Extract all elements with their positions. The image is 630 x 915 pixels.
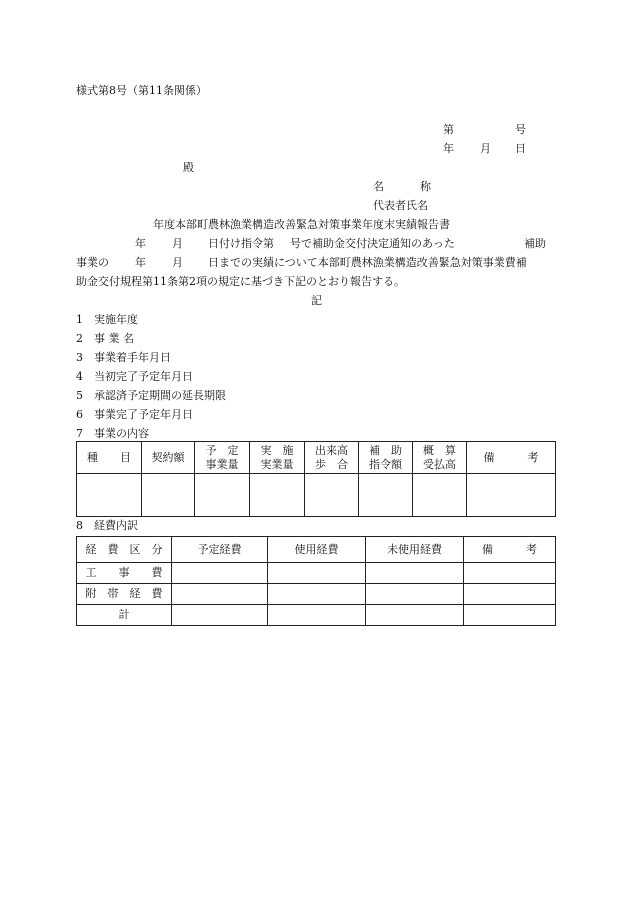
body-l1-month: 月: [172, 237, 183, 250]
date-day: 日: [515, 142, 526, 155]
section-8-heading: 8 経費内訳: [76, 519, 138, 532]
table-cell: [366, 563, 464, 584]
table-cell: [359, 474, 413, 517]
table-cell: [464, 584, 556, 605]
list-item: 3 事業着手年月日: [76, 351, 171, 364]
table-cell: [268, 584, 366, 605]
table-cell: [172, 605, 268, 626]
applicant-name-b: 称: [420, 180, 431, 193]
body-l2-year: 年: [135, 256, 146, 269]
content-table-row: [77, 474, 556, 517]
col-shiyo-keihi: 使用経費: [268, 537, 366, 563]
body-l3-text: 助金交付規程第11条第2項の規定に基づき下記のとおり報告する。: [76, 275, 405, 288]
date-year: 年: [443, 142, 454, 155]
table-cell: [172, 563, 268, 584]
table-cell: [464, 563, 556, 584]
body-l2-text: 日までの実績について本部町農林漁業構造改善緊急対策事業費補: [208, 256, 527, 269]
form-label: 様式第8号（第11条関係）: [76, 84, 207, 97]
table-cell: [268, 563, 366, 584]
col-yotei-jigyoryo: 予 定 事業量: [195, 442, 250, 474]
table-cell: [172, 584, 268, 605]
table-cell: [268, 605, 366, 626]
table-cell: [142, 474, 195, 517]
col-jisshi-jigyoryo: 実 施 実業量: [250, 442, 305, 474]
table-row: [77, 563, 556, 584]
list-item: 6 事業完了予定年月日: [76, 408, 193, 421]
content-table-header-row: [77, 442, 556, 474]
expense-table: [76, 536, 556, 626]
body-l1-year: 年: [135, 237, 146, 250]
ki-heading: 記: [311, 294, 322, 307]
list-item: 5 承認済予定期間の延長期限: [76, 389, 226, 402]
row-label-total: 計: [77, 605, 172, 626]
list-item: 4 当初完了予定年月日: [76, 370, 193, 383]
col-gaisan-ukeharaidaka: 概 算 受払高: [413, 442, 467, 474]
col-dekidaka-buai: 出来高 歩 合: [305, 442, 359, 474]
table-cell: [77, 474, 142, 517]
table-cell: [305, 474, 359, 517]
row-label-koujihi: 工 事 費: [77, 563, 172, 584]
col-shumoku: 種 目: [77, 442, 142, 474]
document-title: 年度本部町農林漁業構造改善緊急対策事業年度末実績報告書: [153, 218, 450, 231]
list-item: 1 実施年度: [76, 313, 138, 326]
table-cell: [195, 474, 250, 517]
list-item: 7 事業の内容: [76, 427, 149, 440]
body-l1-hojo: 補助: [524, 237, 546, 250]
col-yotei-keihi: 予定経費: [172, 537, 268, 563]
col-hojo-shireigaku: 補 助 指令額: [359, 442, 413, 474]
expense-table-header-row: [77, 537, 556, 563]
table-cell: [467, 474, 556, 517]
row-label-futai-keihi: 附 帯 経 費: [77, 584, 172, 605]
col-mishiyo-keihi: 未使用経費: [366, 537, 464, 563]
table-row: [77, 605, 556, 626]
table-cell: [413, 474, 467, 517]
table-row: [77, 584, 556, 605]
col-keihi-kubun: 経 費 区 分: [77, 537, 172, 563]
body-l1-directive: 日付け指令第: [208, 237, 274, 250]
body-l1-notice: 号で補助金交付決定通知のあった: [290, 237, 455, 250]
table-cell: [366, 605, 464, 626]
applicant-representative: 代表者氏名: [373, 199, 428, 212]
addressee-suffix: 殿: [183, 161, 194, 174]
col-biko: 備 考: [464, 537, 556, 563]
content-table: [76, 441, 556, 517]
body-l2-month: 月: [172, 256, 183, 269]
col-keiyakugaku: 契約額: [142, 442, 195, 474]
col-biko: 備 考: [467, 442, 556, 474]
list-item: 2 事 業 名: [76, 332, 134, 345]
table-cell: [464, 605, 556, 626]
number-dai: 第: [443, 123, 454, 136]
date-month: 月: [480, 142, 491, 155]
applicant-name-a: 名: [373, 180, 384, 193]
table-cell: [366, 584, 464, 605]
number-go: 号: [515, 123, 526, 136]
table-cell: [250, 474, 305, 517]
body-l2-jigyo: 事業の: [76, 256, 109, 269]
